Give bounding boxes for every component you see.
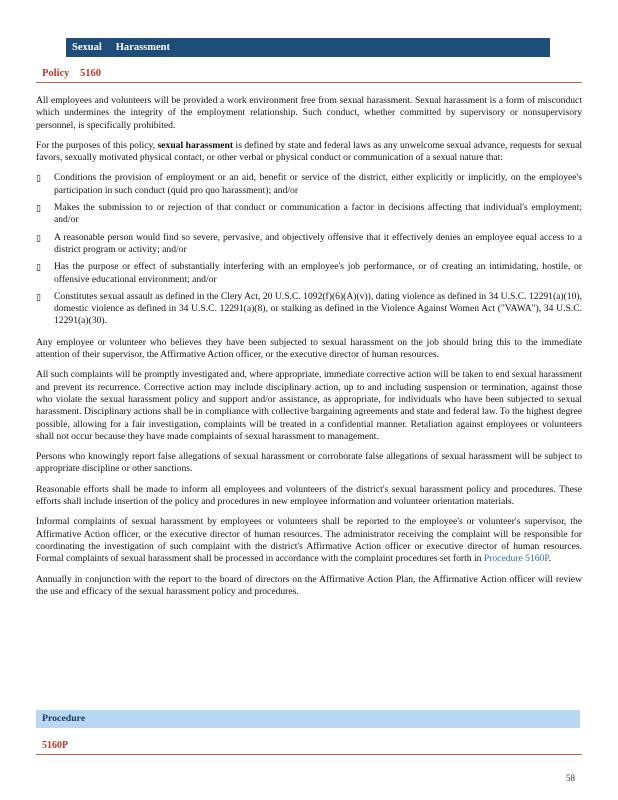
list-item — [36, 261, 582, 286]
list-item — [36, 232, 582, 257]
list-item — [36, 202, 582, 227]
paragraph-investigation: All such complaints will be promptly investigated and, where appropriate, immediate corrective action will be taken to end sexual harassment and prevent its recurrence. Corrective action may include disciplinary action, up to and including suspension or termination, against those who violate the sexual harassment policy and support and/or assistance, as appropriate, for individuals who have been subjected to sexual harassment. Disciplinary actions shall be in compliance with collective bargaining agreements and state and federal law. To the highest degree possible, allowing for a fair investigation, complaints will be treated in a confidential manner. Retaliation against employees or volunteers shall not occur because they have made complaints of sexual harassment to management. — [36, 369, 582, 442]
list-item — [36, 291, 582, 328]
procedure-header — [36, 710, 580, 728]
complaints-end: . — [548, 553, 552, 565]
conditions-list — [36, 172, 582, 327]
defined-term: sexual harassment — [157, 139, 234, 151]
paragraph-awareness: Reasonable efforts shall be made to inform all employees and volunteers of the district's sexual harassment policy and procedures. These efforts shall include insertion of the policy and procedures in new employee information and volunteer orientation materials. — [36, 483, 582, 508]
bullet-icon: ▯ — [36, 203, 41, 214]
title-word-2: Harassment — [115, 42, 171, 53]
paragraph-intro: All employees and volunteers will be provided a work environment free from sexual harassment. Sexual harassment is a form of misconduct which undermines the integrity of the employment relationship. Such conduct, whether committed by supervisory or nonsupervisory personnel, is specifically prohibited. — [36, 95, 582, 131]
title-word-1: Sexual — [72, 42, 102, 53]
list-item-text: Constitutes sexual assault as defined in the Clery Act, 20 U.S.C. 1092(f)(6)(A)(v)), dating violence as defined in 34 U.S.C. 12291(a)(10), domestic violence as defined in 34 U.S.C. 12291(a)(8), or stalking as defined in the Violence Against Women Act ("VAWA"), 34 U.S.C. 12291(a)(30). — [54, 290, 582, 327]
paragraph-annual-review: Annually in conjunction with the report to the board of directors on the Affirmative Action Plan, the Affirmative Action officer will review the use and efficacy of the sexual harassment policy and procedures. — [36, 573, 582, 597]
bullet-icon: ▯ — [36, 291, 41, 302]
procedure-label: Procedure — [42, 713, 86, 724]
policy-number: 5160 — [80, 68, 101, 79]
list-item-text: Makes the submission to or rejection of that conduct or communication a factor in decisions affecting that individual's employment; and/or — [54, 202, 582, 226]
definition-text: is defined by state and federal laws as any unwelcome sexual advance, requests for sexual favors, sexually motivated physical contact, or other verbal or physical conduct or communication of a sexual nature that: — [36, 139, 582, 164]
policy-body — [36, 95, 582, 606]
bullet-icon: ▯ — [36, 232, 41, 243]
paragraph-definition — [36, 140, 582, 165]
procedure-number: 5160P — [42, 740, 69, 751]
bullet-icon: ▯ — [36, 262, 41, 273]
list-item — [36, 172, 582, 197]
page-number: 58 — [566, 773, 575, 783]
procedure-number-line — [36, 738, 582, 755]
paragraph-false-allegations: Persons who knowingly report false allegations of sexual harassment or corroborate false allegations of sexual harassment will be subject to appropriate discipline or other sanctions. — [36, 451, 582, 475]
policy-number-line — [36, 66, 582, 83]
procedure-link[interactable]: Procedure 5160P — [483, 553, 549, 565]
paragraph-complaints — [36, 516, 582, 565]
list-item-text: Conditions the provision of employment or an aid, benefit or service of the district, either explicitly or implicitly, on the employee's participation in such conduct (quid pro quo harassment); and/or — [54, 172, 582, 196]
bullet-icon: ▯ — [36, 173, 41, 184]
complaints-text: Informal complaints of sexual harassment by employees or volunteers shall be reported to the employee's or volunteer's supervisor, the Affirmative Action officer, or the executive director of human resources. The administrator receiving the complaint will be responsible for coordinating the investigation of such complaint with the district's Affirmative Action officer or executive director of human resources. Formal complaints of sexual harassment shall be processed in accordance with the complaint procedures set forth in — [36, 516, 582, 565]
policy-title-bar — [66, 38, 550, 57]
paragraph-reporting: Any employee or volunteer who believes they have been subjected to sexual harassment on the job should bring this to the immediate attention of their supervisor, the Affirmative Action officer, or the executive director of human resources. — [36, 336, 582, 361]
list-item-text: A reasonable person would find so severe, pervasive, and objectively offensive that it effectively denies an employee equal access to a district program or activity; and/or — [54, 231, 582, 255]
definition-lead: For the purposes of this policy, — [36, 139, 156, 151]
list-item-text: Has the purpose or effect of substantially interfering with an employee's job performance, or of creating an intimidating, hostile, or offensive educational environment; and/or — [54, 261, 582, 285]
policy-label: Policy — [42, 68, 70, 79]
